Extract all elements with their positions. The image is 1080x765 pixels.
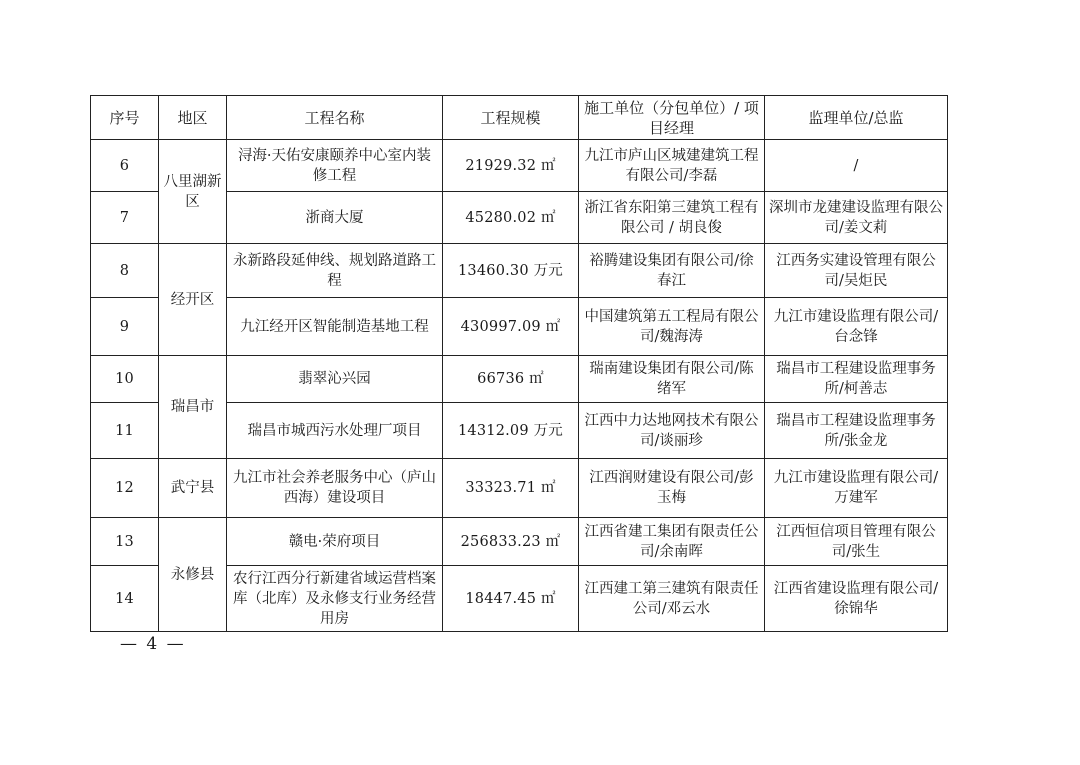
contractor: 江西润财建设有限公司/彭玉梅 [579, 459, 765, 518]
header-cell: 监理单位/总监 [765, 96, 948, 140]
row-number: 6 [91, 140, 159, 192]
supervisor: 江西恒信项目管理有限公司/张生 [765, 518, 948, 566]
project-name: 浔海·天佑安康颐养中心室内装修工程 [227, 140, 443, 192]
contractor: 江西建工第三建筑有限责任公司/邓云水 [579, 566, 765, 632]
project-scale: 430997.09 ㎡ [443, 298, 579, 356]
supervisor: 瑞昌市工程建设监理事务所/张金龙 [765, 403, 948, 459]
row-number: 11 [91, 403, 159, 459]
supervisor: 瑞昌市工程建设监理事务所/柯善志 [765, 356, 948, 403]
supervisor: / [765, 140, 948, 192]
project-scale: 33323.71 ㎡ [443, 459, 579, 518]
project-scale: 14312.09 万元 [443, 403, 579, 459]
header-cell: 地区 [159, 96, 227, 140]
contractor: 瑞南建设集团有限公司/陈绪军 [579, 356, 765, 403]
region-cell: 瑞昌市 [159, 356, 227, 459]
region-cell: 八里湖新区 [159, 140, 227, 244]
supervisor: 深圳市龙建建设监理有限公司/姜文莉 [765, 192, 948, 244]
region-cell: 经开区 [159, 244, 227, 356]
project-name: 翡翠沁兴园 [227, 356, 443, 403]
region-cell: 永修县 [159, 518, 227, 632]
contractor: 裕腾建设集团有限公司/徐春江 [579, 244, 765, 298]
header-cell: 施工单位（分包单位）/ 项目经理 [579, 96, 765, 140]
table-row [91, 356, 948, 403]
project-name: 赣电·荣府项目 [227, 518, 443, 566]
row-number: 13 [91, 518, 159, 566]
page-number: — 4 — [120, 634, 186, 654]
contractor: 江西省建工集团有限责任公司/余南晖 [579, 518, 765, 566]
project-table [90, 95, 948, 632]
table-row [91, 244, 948, 298]
contractor: 浙江省东阳第三建筑工程有限公司 / 胡良俊 [579, 192, 765, 244]
row-number: 7 [91, 192, 159, 244]
project-name: 瑞昌市城西污水处理厂项目 [227, 403, 443, 459]
contractor: 江西中力达地网技术有限公司/谈丽珍 [579, 403, 765, 459]
project-name: 浙商大厦 [227, 192, 443, 244]
table-row [91, 518, 948, 566]
project-scale: 66736 ㎡ [443, 356, 579, 403]
header-cell: 工程规模 [443, 96, 579, 140]
contractor: 中国建筑第五工程局有限公司/魏海涛 [579, 298, 765, 356]
table-header-row [91, 96, 948, 140]
table-row [91, 459, 948, 518]
project-scale: 13460.30 万元 [443, 244, 579, 298]
region-cell: 武宁县 [159, 459, 227, 518]
row-number: 10 [91, 356, 159, 403]
project-scale: 21929.32 ㎡ [443, 140, 579, 192]
project-name: 九江市社会养老服务中心（庐山西海）建设项目 [227, 459, 443, 518]
row-number: 8 [91, 244, 159, 298]
contractor: 九江市庐山区城建建筑工程有限公司/李磊 [579, 140, 765, 192]
table-row [91, 140, 948, 192]
project-scale: 45280.02 ㎡ [443, 192, 579, 244]
row-number: 12 [91, 459, 159, 518]
row-number: 14 [91, 566, 159, 632]
supervisor: 九江市建设监理有限公司/台念锋 [765, 298, 948, 356]
project-name: 永新路段延伸线、规划路道路工程 [227, 244, 443, 298]
supervisor: 江西省建设监理有限公司/徐锦华 [765, 566, 948, 632]
row-number: 9 [91, 298, 159, 356]
project-name: 九江经开区智能制造基地工程 [227, 298, 443, 356]
project-scale: 256833.23 ㎡ [443, 518, 579, 566]
header-cell: 序号 [91, 96, 159, 140]
supervisor: 九江市建设监理有限公司/万建军 [765, 459, 948, 518]
project-scale: 18447.45 ㎡ [443, 566, 579, 632]
supervisor: 江西务实建设管理有限公司/吴炬民 [765, 244, 948, 298]
project-name: 农行江西分行新建省域运营档案库（北库）及永修支行业务经营用房 [227, 566, 443, 632]
header-cell: 工程名称 [227, 96, 443, 140]
